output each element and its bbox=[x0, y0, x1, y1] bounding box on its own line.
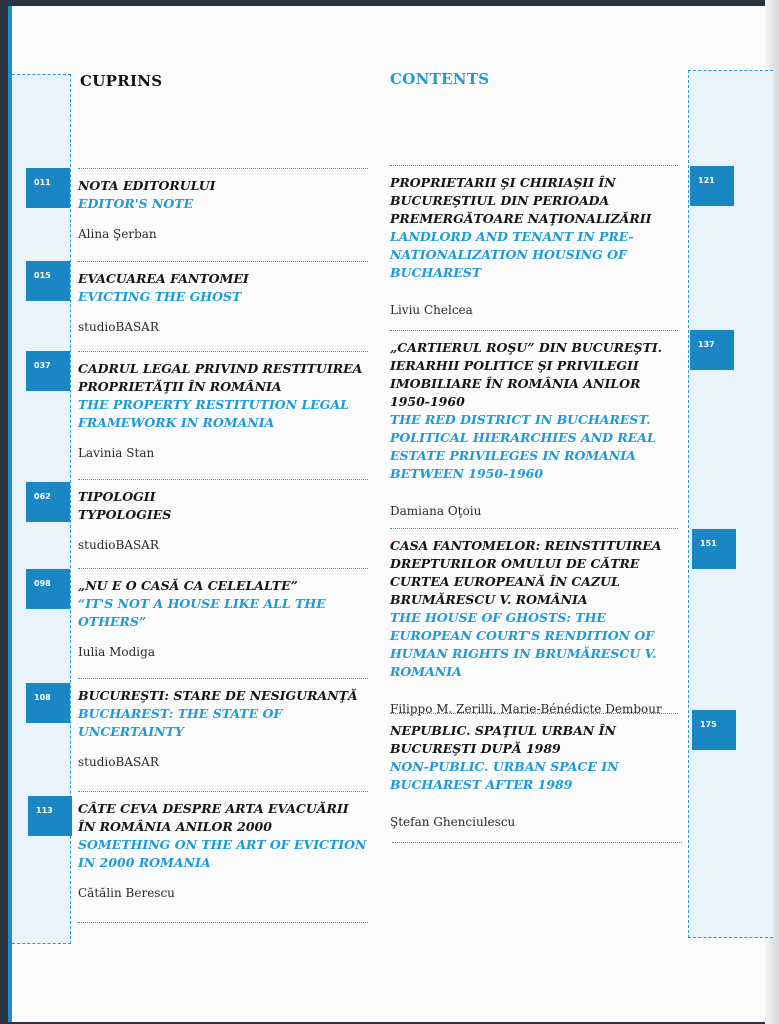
page-number-tab: 037 bbox=[26, 351, 70, 391]
dotted-divider bbox=[78, 479, 368, 480]
entry-title-english: LANDLORD AND TENANT IN PRE-NATIONALIZATION HOUSING OF BUCHAREST bbox=[390, 229, 634, 280]
toc-entry[interactable] bbox=[78, 568, 368, 660]
page-number-tab: 015 bbox=[26, 261, 70, 301]
toc-entry[interactable] bbox=[78, 351, 368, 461]
entry-title-romanian: CADRUL LEGAL PRIVIND RESTITUIREA PROPRIETĂŢII ÎN ROMÂNIA bbox=[78, 361, 363, 394]
heading-cuprins: CUPRINS bbox=[80, 72, 163, 90]
dotted-divider bbox=[78, 568, 368, 569]
dotted-divider bbox=[78, 261, 368, 262]
entry-title-english: TYPOLOGIES bbox=[78, 507, 172, 522]
heading-contents: CONTENTS bbox=[390, 70, 490, 88]
dotted-divider bbox=[78, 922, 368, 923]
entry-title-romanian: PROPRIETARII ŞI CHIRIAŞII ÎN BUCUREŞTIUL DIN PERIOADA PREMERGĂTOARE NAŢIONALIZĂRII bbox=[390, 175, 652, 226]
entry-title-english: BUCHAREST: THE STATE OF UNCERTAINTY bbox=[78, 706, 283, 739]
entry-author: Filippo M. Zerilli, Marie-Bénédicte Dembour bbox=[390, 702, 662, 716]
entry-author: Cătălin Berescu bbox=[78, 886, 175, 900]
entry-title-english: THE PROPERTY RESTITUTION LEGAL FRAMEWORK IN ROMANIA bbox=[78, 397, 349, 430]
entry-title-romanian: „CARTIERUL ROŞU” DIN BUCUREŞTI. IERARHII POLITICE ŞI PRIVILEGII IMOBILIARE ÎN ROMÂNIA ANILOR 1950-1960 bbox=[390, 340, 663, 409]
dotted-divider bbox=[390, 713, 678, 714]
entry-title-english: NON-PUBLIC. URBAN SPACE IN BUCHAREST AFTER 1989 bbox=[390, 759, 619, 792]
entry-title-romanian: BUCUREŞTI: STARE DE NESIGURANŢĂ bbox=[78, 688, 358, 703]
dotted-divider bbox=[390, 330, 678, 331]
entry-title-romanian: NOTA EDITORULUI bbox=[78, 178, 216, 193]
entry-title-romanian: NEPUBLIC. SPAŢIUL URBAN ÎN BUCUREŞTI DUPĂ 1989 bbox=[390, 723, 616, 756]
toc-entry[interactable] bbox=[390, 165, 678, 318]
entry-author: Damiana Oţoiu bbox=[390, 504, 482, 518]
entry-author: Lavinia Stan bbox=[78, 446, 155, 460]
entry-title-english: THE RED DISTRICT IN BUCHAREST. POLITICAL HIERARCHIES AND REAL ESTATE PRIVILEGES IN ROMANIA BETWEEN 1950-1960 bbox=[390, 412, 656, 481]
page-number-tab: 098 bbox=[26, 569, 70, 609]
entry-author: studioBASAR bbox=[78, 320, 159, 334]
entry-title-romanian: EVACUAREA FANTOMEI bbox=[78, 271, 249, 286]
entry-author: Alina Şerban bbox=[78, 227, 157, 241]
page-number-tab: 151 bbox=[692, 529, 736, 569]
entry-author: studioBASAR bbox=[78, 538, 159, 552]
entry-title-romanian: CASA FANTOMELOR: REINSTITUIREA DREPTURILOR OMULUI DE CĂTRE CURTEA EUROPEANĂ ÎN CAZUL BRUMĂRESCU V. ROMÂNIA bbox=[390, 538, 662, 607]
dotted-divider bbox=[78, 678, 368, 679]
entry-author: Iulia Modiga bbox=[78, 645, 155, 659]
toc-entry[interactable] bbox=[78, 678, 368, 770]
dotted-divider bbox=[390, 165, 678, 166]
toc-entry[interactable] bbox=[78, 261, 368, 335]
entry-title-romanian: TIPOLOGII bbox=[78, 489, 156, 504]
toc-entry[interactable] bbox=[390, 330, 678, 519]
dotted-divider bbox=[78, 168, 368, 169]
toc-entry[interactable] bbox=[78, 168, 368, 242]
page-number-tab: 137 bbox=[690, 330, 734, 370]
entry-title-english: EDITOR'S NOTE bbox=[78, 196, 194, 211]
page-number-tab: 121 bbox=[690, 166, 734, 206]
toc-entry[interactable] bbox=[78, 791, 368, 901]
entry-title-english: “IT'S NOT A HOUSE LIKE ALL THE OTHERS” bbox=[78, 596, 326, 629]
entry-title-english: EVICTING THE GHOST bbox=[78, 289, 242, 304]
page-number-tab: 062 bbox=[26, 482, 70, 522]
toc-entry[interactable] bbox=[390, 528, 678, 717]
entry-author: Liviu Chelcea bbox=[390, 303, 473, 317]
page-number-tab: 108 bbox=[26, 683, 70, 723]
entry-author: studioBASAR bbox=[78, 755, 159, 769]
page-number-tab: 113 bbox=[28, 796, 72, 836]
entry-title-romanian: „NU E O CASĂ CA CELELALTE” bbox=[78, 578, 298, 593]
entry-title-english: THE HOUSE OF GHOSTS: THE EUROPEAN COURT'S RENDITION OF HUMAN RIGHTS IN BRUMĂRESCU V. ROMANIA bbox=[390, 610, 657, 679]
dotted-divider bbox=[392, 842, 682, 843]
page-number-tab: 175 bbox=[692, 710, 736, 750]
dotted-divider bbox=[78, 791, 368, 792]
dotted-divider bbox=[390, 528, 678, 529]
entry-title-romanian: CÂTE CEVA DESPRE ARTA EVACUĂRII ÎN ROMÂNIA ANILOR 2000 bbox=[78, 801, 349, 834]
dotted-divider bbox=[78, 351, 368, 352]
toc-entry[interactable] bbox=[78, 479, 368, 553]
entry-title-english: SOMETHING ON THE ART OF EVICTION IN 2000 ROMANIA bbox=[78, 837, 367, 870]
entry-author: Ştefan Ghenciulescu bbox=[390, 815, 516, 829]
page-number-tab: 011 bbox=[26, 168, 70, 208]
toc-entry[interactable] bbox=[390, 713, 678, 830]
